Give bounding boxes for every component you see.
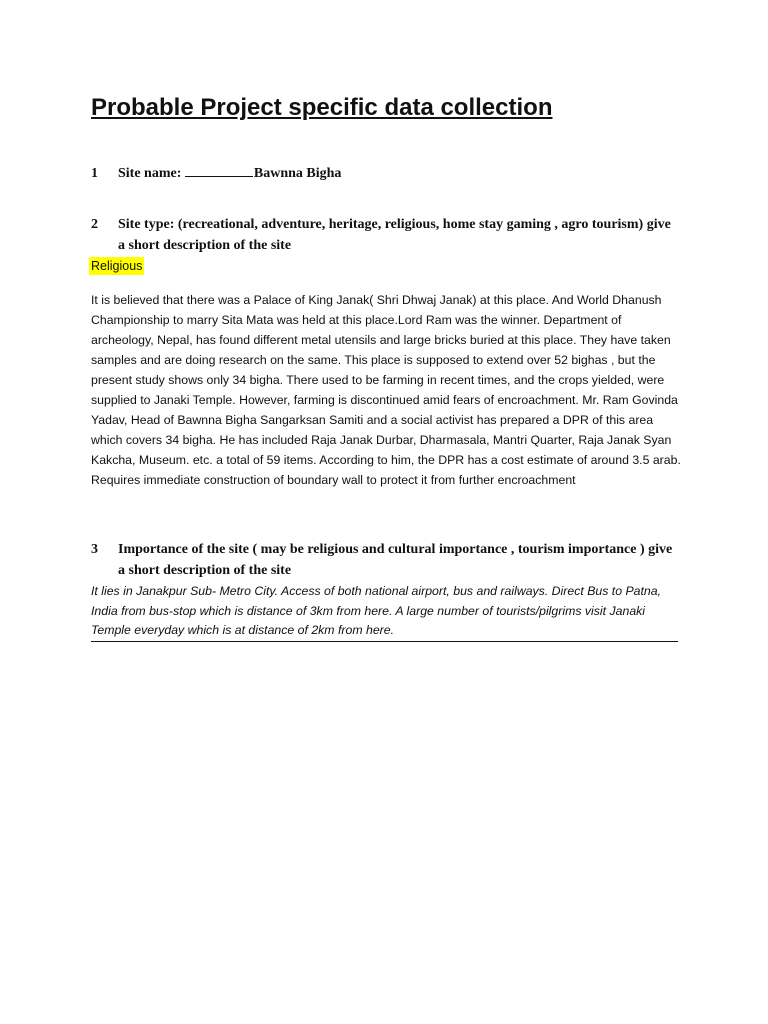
question-2-number: 2 xyxy=(91,217,98,232)
question-3-number: 3 xyxy=(91,542,98,557)
importance-description: It lies in Janakpur Sub- Metro City. Access of both national airport, bus and railways. Direct Bus to Patna, India from bus-stop which is distance of 3km from here. A large number of tourists/pilgrims visit Janaki Temple everyday which is at distance of 2km from here. xyxy=(91,584,662,637)
question-2-text: Site type: (recreational, adventure, heritage, religious, home stay gaming , agro tourism) give a short description of the site xyxy=(118,217,671,253)
site-type-highlight: Religious xyxy=(91,259,143,273)
site-description: It is believed that there was a Palace of King Janak( Shri Dhwaj Janak) at this place. And World Dhanush Championship to marry Sita Mata was held at this place.Lord Ram was the winner. Department of archeology, Nepal, has found different metal utensils and large bricks buried at this place. They have taken samples and are doing research on the same. This place is supposed to extend over 52 bighas , but the present study shows only 34 bigha. There used to be farming in recent times, and the crops yielded, were supplied to Janaki Temple. However, farming is discontinued amid fears of encroachment. Mr. Ram Govinda Yadav, Head of Bawnna Bigha Sangarksan Samiti and a social activist has prepared a DPR of this area which covers 34 bigha. He has included Raja Janak Durbar, Dharmasala, Mantri Quarter, Raja Janak Syan Kakcha, Museum. etc. a total of 59 items. According to him, the DPR has a cost estimate of around 3.5 arab. Requires immediate construction of boundary wall to protect it from further encroachment xyxy=(91,293,681,487)
question-1-number: 1 xyxy=(91,166,98,181)
question-3-text: Importance of the site ( may be religious and cultural importance , tourism importance ) give a short description of the site xyxy=(118,542,673,578)
answer-underline xyxy=(91,641,678,642)
site-name-value: Bawnna Bigha xyxy=(253,166,342,181)
site-name-blank-line xyxy=(185,164,253,177)
document-title: Probable Project specific data collection xyxy=(91,94,553,121)
site-name-label: Site name: xyxy=(118,166,185,181)
